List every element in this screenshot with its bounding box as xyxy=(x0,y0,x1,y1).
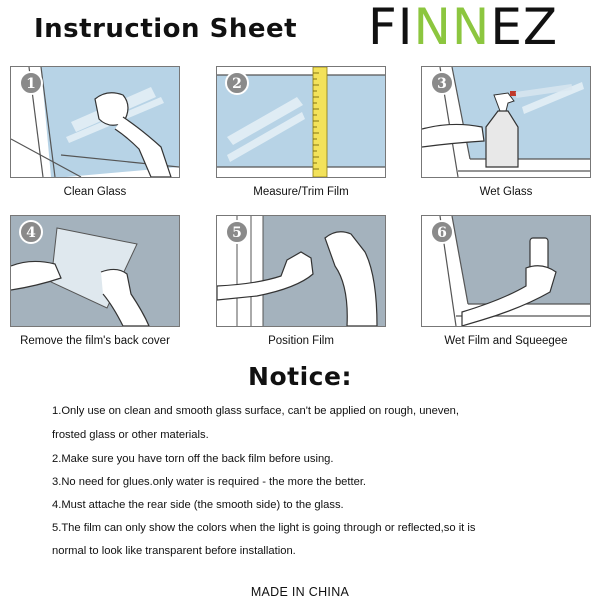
brand-prefix: FI xyxy=(368,0,414,56)
step-3-illustration xyxy=(421,66,591,178)
svg-text:4: 4 xyxy=(26,225,36,241)
svg-text:6: 6 xyxy=(437,225,447,241)
brand-suffix: EZ xyxy=(490,0,559,56)
measuring-tape-icon xyxy=(313,67,327,177)
step-5-caption: Position Film xyxy=(268,335,334,347)
notice-line-2: frosted glass or other materials. xyxy=(52,429,209,441)
svg-text:1: 1 xyxy=(26,76,36,92)
svg-text:3: 3 xyxy=(437,76,447,92)
step-3-caption: Wet Glass xyxy=(479,186,533,198)
notice-line-1: 1.Only use on clean and smooth glass surface, can't be applied on rough, uneven, xyxy=(52,405,460,417)
step-badge-5 xyxy=(225,220,249,244)
step-badge-6 xyxy=(430,220,454,244)
step-2-caption: Measure/Trim Film xyxy=(253,186,349,198)
notice-line-7: normal to look like transparent before installation. xyxy=(52,545,296,557)
page-title: Instruction Sheet xyxy=(34,14,298,44)
notice-line-4: 3.No need for glues.only water is required - the more the better. xyxy=(52,476,367,488)
notice-line-5: 4.Must attache the rear side (the smooth side) to the glass. xyxy=(52,499,344,511)
notice-line-3: 2.Make sure you have torn off the back film before using. xyxy=(52,453,334,465)
step-5-illustration xyxy=(216,215,386,327)
svg-text:2: 2 xyxy=(232,76,242,92)
step-1-illustration xyxy=(10,66,180,178)
svg-text:5: 5 xyxy=(232,225,242,241)
step-badge-4 xyxy=(19,220,43,244)
notice-line-6: 5.The film can only show the colors when the light is going through or reflected,so it is xyxy=(52,522,476,534)
footer-made-in: MADE IN CHINA xyxy=(250,585,350,599)
step-4-illustration xyxy=(10,215,180,327)
step-6-caption: Wet Film and Squeegee xyxy=(444,335,568,347)
step-2-illustration xyxy=(216,66,386,178)
notice-title: Notice: xyxy=(248,362,352,391)
step-1-caption: Clean Glass xyxy=(63,186,127,198)
step-6-illustration xyxy=(421,215,591,327)
step-4-caption: Remove the film's back cover xyxy=(20,335,170,347)
step-badge-2 xyxy=(225,71,249,95)
step-badge-1 xyxy=(19,71,43,95)
step-badge-3 xyxy=(430,71,454,95)
brand-accent: NN xyxy=(413,0,491,56)
brand-logo xyxy=(368,0,558,56)
